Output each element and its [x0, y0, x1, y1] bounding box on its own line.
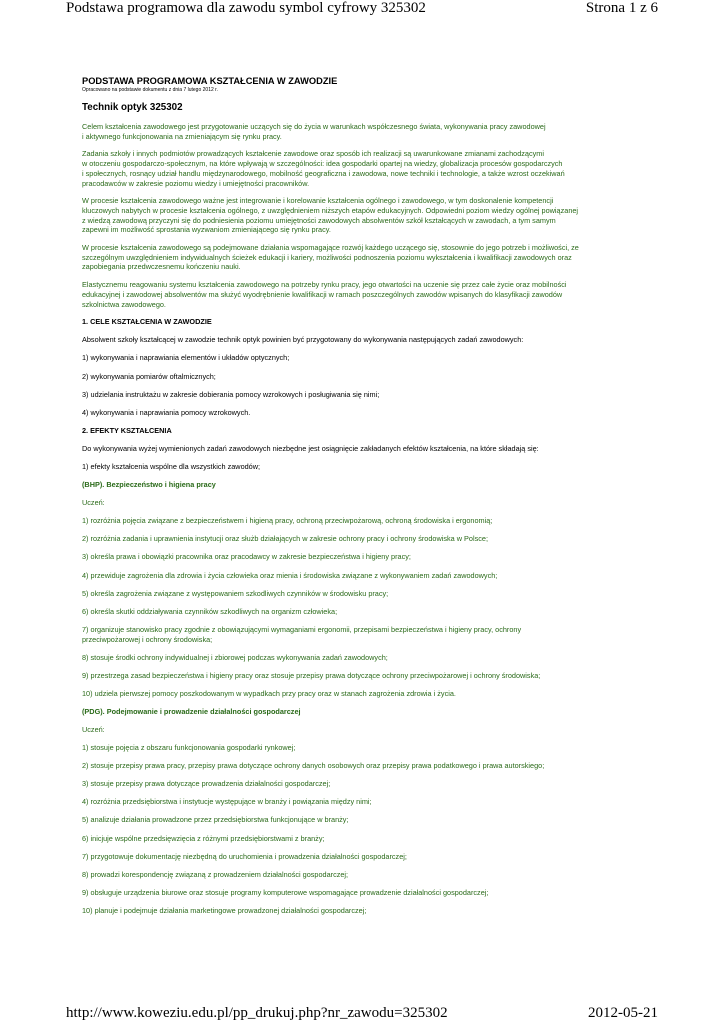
- intro-paragraph: [82, 196, 664, 235]
- pdg-student-label: Uczeń:: [82, 725, 105, 735]
- goals-list: [82, 353, 664, 417]
- header-title: Podstawa programowa dla zawodu symbol cyfrowy 325302: [66, 0, 426, 16]
- intro-line: W procesie kształcenia zawodowego są podejmowane działania wspomagające rozwój każdego uczącego się, stosownie do jego potrzeb i możliwości, ze: [82, 243, 579, 253]
- goal-item: 1) wykonywania i naprawiania elementów i układów optycznych;: [82, 353, 290, 363]
- bhp-item-line: 6) określa skutki oddziaływania czynników szkodliwych na organizm człowieka;: [82, 606, 338, 616]
- page-footer: [0, 1005, 724, 1023]
- intro-paragraph: [82, 149, 664, 188]
- pdg-item: 8) prowadzi korespondencję związaną z prowadzeniem działalności gospodarczej;: [82, 869, 349, 879]
- pdg-item: 9) obsługuje urządzenia biurowe oraz stosuje programy komputerowe wspomagające prowadzenie działalności gospodarczej;: [82, 887, 489, 897]
- bhp-item: [82, 653, 664, 663]
- intro-section: [82, 122, 664, 309]
- bhp-item-line: 3) określa prawa i obowiązki pracownika oraz pracodawcy w zakresie bezpieczeństwa i higieny pracy;: [82, 552, 411, 562]
- goals-heading: 1. CELE KSZTAŁCENIA W ZAWODZIE: [82, 317, 212, 327]
- bhp-item-line: przeciwpożarowej i ochrony środowiska;: [82, 634, 213, 644]
- pdg-item: 7) przygotowuje dokumentację niezbędną do uruchomienia i prowadzenia działalności gospodarczej;: [82, 851, 407, 861]
- pdg-heading: (PDG). Podejmowanie i prowadzenie działalności gospodarczej: [82, 706, 301, 716]
- intro-line: zapobiegania przedwczesnemu kończeniu nauki.: [82, 262, 241, 272]
- document-title: PODSTAWA PROGRAMOWA KSZTAŁCENIA W ZAWODZIE: [82, 76, 338, 86]
- profession-heading: Technik optyk 325302: [82, 102, 183, 113]
- pdg-item: 10) planuje i podejmuje działania marketingowe prowadzonej działalności gospodarczej;: [82, 905, 367, 915]
- intro-paragraph: [82, 122, 664, 141]
- bhp-item: [82, 516, 664, 526]
- footer-date: 2012-05-21: [588, 1005, 658, 1021]
- goal-item: 2) wykonywania pomiarów oftalmicznych;: [82, 371, 216, 381]
- document-subtitle: Opracowano na podstawie dokumentu z dnia 7 lutego 2012 r.: [82, 87, 218, 93]
- footer-url: http://www.koweziu.edu.pl/pp_drukuj.php?nr_zawodu=325302: [66, 1005, 448, 1021]
- bhp-item: [82, 607, 664, 617]
- bhp-list: [82, 516, 664, 698]
- bhp-item-line: 1) rozróżnia pojęcia związane z bezpieczeństwem i higieną pracy, ochroną przeciwpożarową, ochroną środowiska i ergonomią;: [82, 516, 493, 526]
- intro-line: edukacyjnej i zawodowej absolwentów ma służyć wyodrębnienie kwalifikacji w ramach poszczególnych zawodów wpisanych do klasyfikacji zawodów: [82, 289, 563, 299]
- bhp-heading: (BHP). Bezpieczeństwo i higiena pracy: [82, 480, 216, 490]
- intro-line: Celem kształcenia zawodowego jest przygotowanie uczących się do życia w warunkach współczesnego świata, wykonywania pracy zawodowej: [82, 122, 546, 131]
- intro-line: Elastycznemu reagowaniu systemu kształcenia zawodowego na potrzeby rynku pracy, jego otwartości na uczenie się przez całe życie oraz mobilności: [82, 280, 567, 290]
- bhp-item-line: 2) rozróżnia zadania i uprawnienia instytucji oraz służb działających w zakresie ochrony pracy i ochrony środowiska w Polsce;: [82, 534, 488, 544]
- bhp-item: [82, 689, 664, 699]
- effects-heading: 2. EFEKTY KSZTAŁCENIA: [82, 425, 172, 435]
- bhp-item-line: 10) udziela pierwszej pomocy poszkodowanym w wypadkach przy pracy oraz w stanach zagrożenia zdrowia i życia.: [82, 688, 456, 698]
- intro-line: i społecznych, rosnący udział handlu międzynarodowego, mobilność geograficzna i zawodowa, nowe techniki i technologie, a także wzrost oczekiwań: [82, 168, 565, 178]
- header-page-number: Strona 1 z 6: [585, 0, 658, 16]
- bhp-item: [82, 625, 664, 644]
- intro-line: i aktywnego funkcjonowania na zmieniającym się rynku pracy.: [82, 131, 282, 141]
- intro-paragraph: [82, 243, 664, 272]
- pdg-item: 5) analizuje działania prowadzone przez przedsiębiorstwa funkcjonujące w branży;: [82, 815, 349, 825]
- intro-paragraph: [82, 280, 664, 309]
- bhp-item-line: 7) organizuje stanowisko pracy zgodnie z obowiązującymi wymaganiami ergonomii, przepisami bezpieczeństwa i higieny pracy, ochrony: [82, 624, 522, 634]
- intro-line: pracodawców w zakresie poziomu wiedzy i umiejętności pracowników.: [82, 178, 310, 188]
- bhp-student-label: Uczeń:: [82, 498, 105, 508]
- intro-line: Zadania szkoły i innych podmiotów prowadzących kształcenie zawodowe oraz sposób ich realizacji są uwarunkowane zmianami zachodzącymi: [82, 149, 544, 159]
- goal-item: 4) wykonywania i naprawiania pomocy wzrokowych.: [82, 407, 251, 417]
- intro-line: w otoczeniu gospodarczo-społecznym, na które wpływają w szczególności: idea gospodarki opartej na wiedzy, globalizacja procesów gospodarczych: [82, 159, 563, 169]
- page-header: [0, 0, 724, 20]
- goals-intro: Absolwent szkoły kształcącej w zawodzie technik optyk powinien być przygotowany do wykonywania następujących zadań zawodowych:: [82, 335, 524, 345]
- bhp-item: [82, 534, 664, 544]
- bhp-item-line: 4) przewiduje zagrożenia dla zdrowia i życia człowieka oraz mienia i środowiska związane z wykonywaniem zadań zawodowych;: [82, 570, 498, 580]
- bhp-item: [82, 571, 664, 581]
- bhp-item-line: 9) przestrzega zasad bezpieczeństwa i higieny pracy oraz stosuje przepisy prawa dotyczące ochrony przeciwpożarowej i ochrony środowiska;: [82, 670, 541, 680]
- intro-line: zapewni im możliwość sprostania wyzwaniom zmieniającego się rynku pracy.: [82, 225, 331, 235]
- pdg-item: 6) inicjuje wspólne przedsięwzięcia z różnymi przedsiębiorstwami z branży;: [82, 833, 325, 843]
- intro-line: z wiedzą zawodową przyczyni się do podniesienia poziomu umiejętności zawodowych absolwentów szkół kształcących w zawodach, a tym samym: [82, 215, 556, 225]
- bhp-item-line: 5) określa zagrożenia związane z występowaniem szkodliwych czynników w środowisku pracy;: [82, 588, 389, 598]
- pdg-item: 4) rozróżnia przedsiębiorstwa i instytucje występujące w branży i powiązania między nimi;: [82, 797, 372, 807]
- bhp-item-line: 8) stosuje środki ochrony indywidualnej i zbiorowej podczas wykonywania zadań zawodowych;: [82, 652, 388, 662]
- bhp-item: [82, 552, 664, 562]
- bhp-item: [82, 671, 664, 681]
- goal-item: 3) udzielania instruktażu w zakresie dobierania pomocy wzrokowych i posługiwania się nimi;: [82, 389, 380, 399]
- document-body: [82, 76, 664, 924]
- effects-intro: Do wykonywania wyżej wymienionych zadań zawodowych niezbędne jest osiągnięcie zakładanych efektów kształcenia, na które składają się:: [82, 443, 539, 453]
- intro-line: W procesie kształcenia zawodowego ważne jest integrowanie i korelowanie kształcenia ogólnego i zawodowego, w tym doskonalenie kompetencji: [82, 196, 554, 206]
- intro-line: szkolnictwa zawodowego.: [82, 299, 166, 309]
- pdg-item: 1) stosuje pojęcia z obszaru funkcjonowania gospodarki rynkowej;: [82, 743, 296, 753]
- effects-sub: 1) efekty kształcenia wspólne dla wszystkich zawodów;: [82, 462, 261, 471]
- pdg-item: 3) stosuje przepisy prawa dotyczące prowadzenia działalności gospodarczej;: [82, 779, 331, 789]
- intro-line: kluczowych nabytych w procesie kształcenia ogólnego, z uwzględnieniem niższych etapów edukacyjnych. Odpowiedni poziom wiedzy ogólnej powiązanej: [82, 205, 579, 215]
- pdg-list: [82, 743, 664, 916]
- intro-line: szczególnym uwzględnieniem indywidualnych ścieżek edukacji i kariery, możliwości podnoszenia poziomu wykształcenia i kwalifikacji zawodowych oraz: [82, 252, 572, 262]
- pdg-item: 2) stosuje przepisy prawa pracy, przepisy prawa dotyczące ochrony danych osobowych oraz przepisy prawa podatkowego i prawa autorskiego;: [82, 761, 545, 771]
- bhp-item: [82, 589, 664, 599]
